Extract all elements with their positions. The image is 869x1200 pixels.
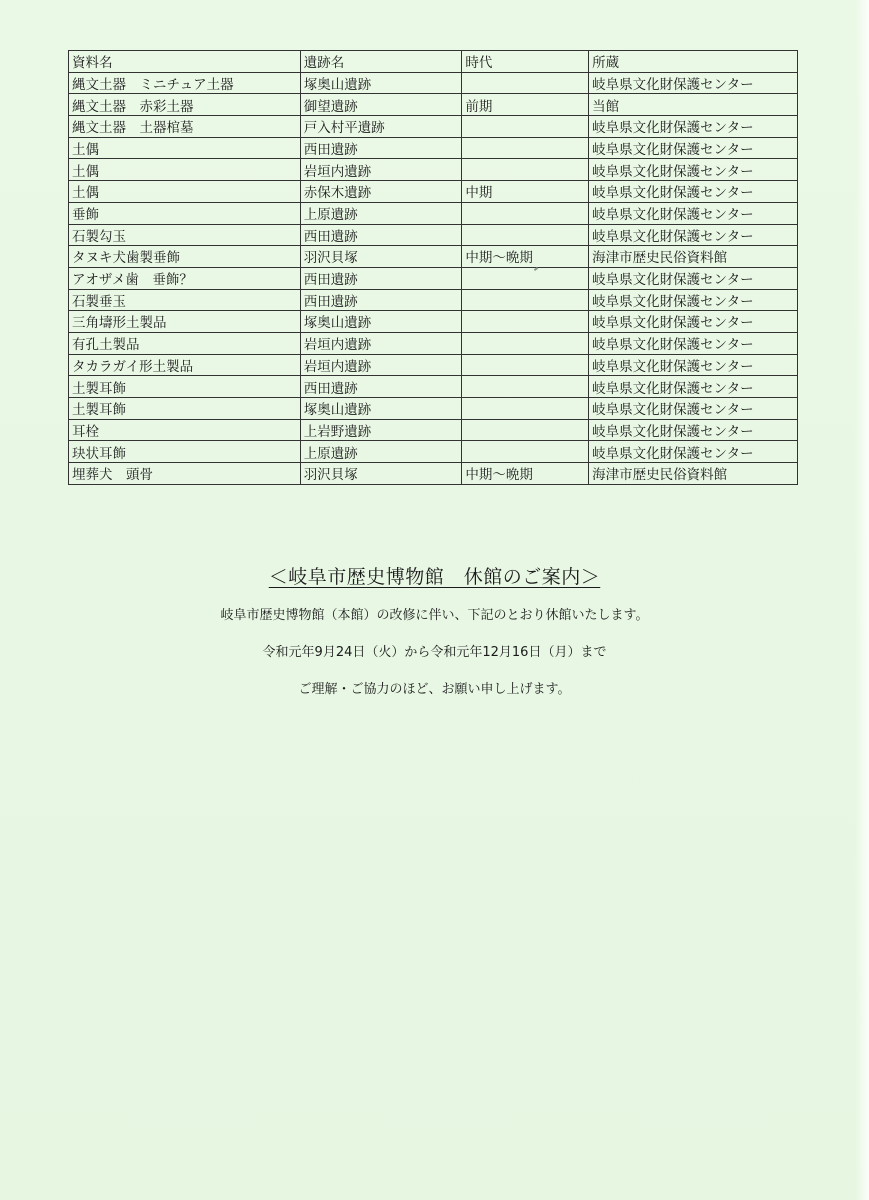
cell-site: 岩垣内遺跡 xyxy=(300,159,462,181)
cell-period xyxy=(462,224,589,246)
artifact-table xyxy=(68,50,798,485)
cell-item: 埋葬犬 頭骨 xyxy=(69,463,301,485)
cell-period: 前期 xyxy=(462,94,589,116)
table-header-row xyxy=(69,51,798,73)
table-row xyxy=(69,332,798,354)
table-row xyxy=(69,202,798,224)
table-row xyxy=(69,463,798,485)
table-row xyxy=(69,441,798,463)
cell-owner: 岐阜県文化財保護センター xyxy=(589,419,798,441)
notice-closing-remark: ご理解・ご協力のほど、お願い申し上げます。 xyxy=(298,682,571,697)
cell-site: 西田遺跡 xyxy=(300,376,462,398)
cell-item: 土偶 xyxy=(69,159,301,181)
cell-site: 岩垣内遺跡 xyxy=(300,332,462,354)
cell-period xyxy=(462,332,589,354)
cell-period xyxy=(462,441,589,463)
cell-item: 縄文土器 ミニチュア土器 xyxy=(69,72,301,94)
cell-item: 縄文土器 土器棺墓 xyxy=(69,116,301,138)
cell-site: 上原遺跡 xyxy=(300,202,462,224)
cell-owner: 岐阜県文化財保護センター xyxy=(589,311,798,333)
cell-item: 耳栓 xyxy=(69,419,301,441)
table-row xyxy=(69,72,798,94)
cell-site: 御望遺跡 xyxy=(300,94,462,116)
table-row xyxy=(69,94,798,116)
cell-owner: 岐阜県文化財保護センター xyxy=(589,267,798,289)
table-row xyxy=(69,159,798,181)
page-edge xyxy=(855,0,869,1200)
table-row xyxy=(69,398,798,420)
cell-period xyxy=(462,267,589,289)
notice-closure-reason: 岐阜市歴史博物館（本館）の改修に伴い、下記のとおり休館いたします。 xyxy=(220,608,649,623)
cell-owner: 岐阜県文化財保護センター xyxy=(589,376,798,398)
table-row xyxy=(69,116,798,138)
cell-site: 赤保木遺跡 xyxy=(300,181,462,203)
cell-item: 土偶 xyxy=(69,137,301,159)
cell-site: 塚奥山遺跡 xyxy=(300,311,462,333)
cell-period xyxy=(462,289,589,311)
cell-owner: 岐阜県文化財保護センター xyxy=(589,441,798,463)
cell-site: 岩垣内遺跡 xyxy=(300,354,462,376)
cell-item: 石製勾玉 xyxy=(69,224,301,246)
cell-item: 三角壔形土製品 xyxy=(69,311,301,333)
notice-closure-period: 令和元年9月24日（火）から令和元年12月16日（月）まで xyxy=(262,645,607,660)
cell-item: 土製耳飾 xyxy=(69,398,301,420)
cell-owner: 岐阜県文化財保護センター xyxy=(589,202,798,224)
cell-period xyxy=(462,202,589,224)
table-row xyxy=(69,246,798,268)
cell-item: タカラガイ形土製品 xyxy=(69,354,301,376)
cell-site: 羽沢貝塚 xyxy=(300,246,462,268)
header-cell-period: 時代 xyxy=(462,51,589,73)
table-row xyxy=(69,311,798,333)
table-row xyxy=(69,181,798,203)
notice-title: ＜岐阜市歴史博物館 休館のご案内＞ xyxy=(268,566,601,588)
table-row xyxy=(69,354,798,376)
cell-owner: 当館 xyxy=(589,94,798,116)
table-row xyxy=(69,376,798,398)
cell-period: 中期～晩期 xyxy=(462,463,589,485)
cell-owner: 岐阜県文化財保護センター xyxy=(589,137,798,159)
cell-owner: 海津市歴史民俗資料館 xyxy=(589,463,798,485)
cell-period xyxy=(462,159,589,181)
cell-period xyxy=(462,376,589,398)
cell-period xyxy=(462,116,589,138)
cell-period xyxy=(462,137,589,159)
cell-site: 西田遺跡 xyxy=(300,267,462,289)
cell-item: 有孔土製品 xyxy=(69,332,301,354)
cell-item: 垂飾 xyxy=(69,202,301,224)
table-row xyxy=(69,289,798,311)
cell-period: 中期 xyxy=(462,181,589,203)
cell-period xyxy=(462,419,589,441)
cell-owner: 岐阜県文化財保護センター xyxy=(589,332,798,354)
cell-item: 土偶 xyxy=(69,181,301,203)
cell-site: 戸入村平遺跡 xyxy=(300,116,462,138)
cell-item: アオザメ歯 垂飾？ xyxy=(69,267,301,289)
cell-site: 羽沢貝塚 xyxy=(300,463,462,485)
cell-item: タヌキ犬歯製垂飾 xyxy=(69,246,301,268)
cell-item: 縄文土器 赤彩土器 xyxy=(69,94,301,116)
cell-owner: 岐阜県文化財保護センター xyxy=(589,72,798,94)
cell-site: 上岩野遺跡 xyxy=(300,419,462,441)
cell-owner: 岐阜県文化財保護センター xyxy=(589,116,798,138)
cell-owner: 岐阜県文化財保護センター xyxy=(589,159,798,181)
cell-site: 塚奥山遺跡 xyxy=(300,398,462,420)
table-row xyxy=(69,137,798,159)
cell-site: 上原遺跡 xyxy=(300,441,462,463)
cell-item: 土製耳飾 xyxy=(69,376,301,398)
cell-owner: 海津市歴史民俗資料館 xyxy=(589,246,798,268)
cell-site: 西田遺跡 xyxy=(300,224,462,246)
cell-period: 中期～晩期 xyxy=(462,246,589,268)
cell-period xyxy=(462,398,589,420)
cell-owner: 岐阜県文化財保護センター xyxy=(589,354,798,376)
cell-owner: 岐阜県文化財保護センター xyxy=(589,289,798,311)
cell-item: 玦状耳飾 xyxy=(69,441,301,463)
cell-item: 石製垂玉 xyxy=(69,289,301,311)
table-row xyxy=(69,267,798,289)
cell-period xyxy=(462,72,589,94)
cell-owner: 岐阜県文化財保護センター xyxy=(589,181,798,203)
artifact-table-body xyxy=(69,51,798,485)
header-cell-item: 資料名 xyxy=(69,51,301,73)
table-row xyxy=(69,224,798,246)
cell-period xyxy=(462,354,589,376)
cell-site: 西田遺跡 xyxy=(300,289,462,311)
cell-site: 塚奥山遺跡 xyxy=(300,72,462,94)
header-cell-owner: 所蔵 xyxy=(589,51,798,73)
cell-owner: 岐阜県文化財保護センター xyxy=(589,398,798,420)
header-cell-site: 遺跡名 xyxy=(300,51,462,73)
cell-period xyxy=(462,311,589,333)
table-row xyxy=(69,419,798,441)
cell-owner: 岐阜県文化財保護センター xyxy=(589,224,798,246)
cell-site: 西田遺跡 xyxy=(300,137,462,159)
